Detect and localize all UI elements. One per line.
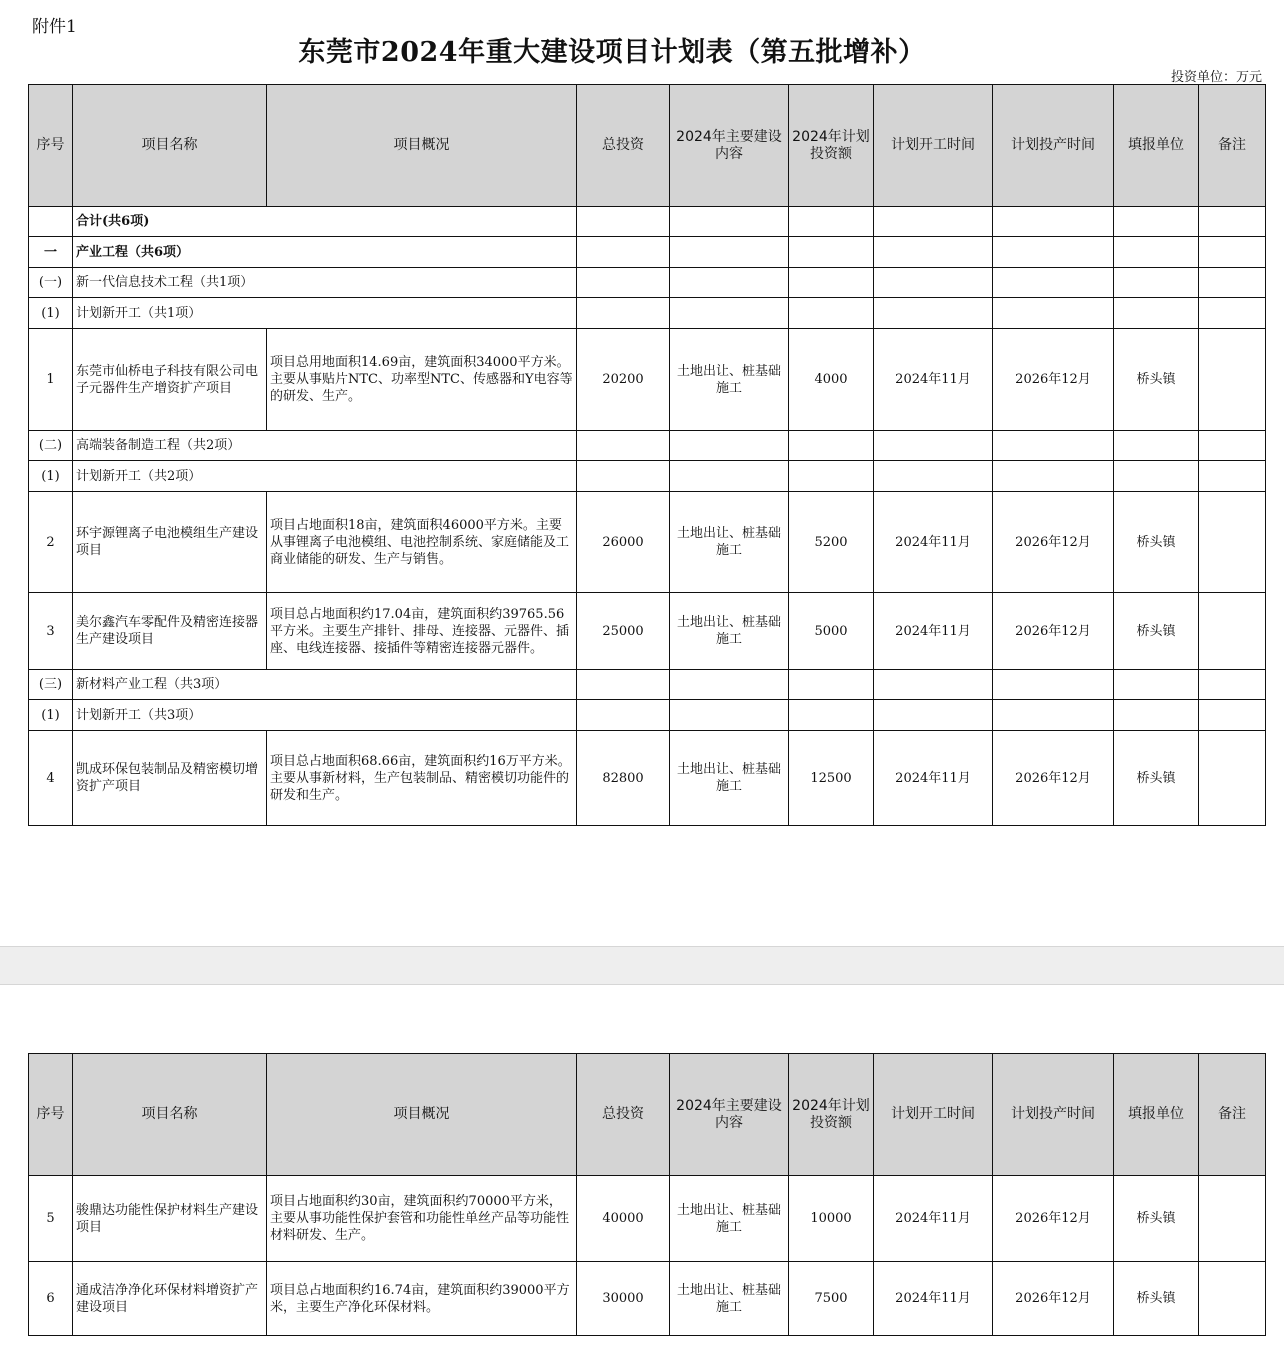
section-row (29, 237, 1266, 268)
project-total: 20200 (577, 329, 670, 431)
group-no: (三) (29, 670, 73, 700)
project-name: 骏鼎达功能性保护材料生产建设项目 (73, 1176, 267, 1262)
group-row (29, 670, 1266, 700)
project-unit: 桥头镇 (1114, 731, 1199, 826)
project-start: 2024年11月 (874, 593, 993, 670)
project-row (29, 731, 1266, 826)
project-plan: 12500 (789, 731, 874, 826)
project-unit: 桥头镇 (1114, 1176, 1199, 1262)
header-plan: 2024年计划投资额 (789, 1054, 874, 1176)
project-summary: 项目总占地面积约17.04亩，建筑面积约39765.56平方米。主要生产排针、排母、连接器、元器件、插座、电线连接器、接插件等精密连接器元器件。 (267, 593, 577, 670)
project-summary: 项目总用地面积14.69亩，建筑面积34000平方米。主要从事贴片NTC、功率型NTC、传感器和Y电容等的研发、生产。 (267, 329, 577, 431)
project-name: 环宇源锂离子电池模组生产建设项目 (73, 492, 267, 593)
project-row (29, 1176, 1266, 1262)
project-no: 4 (29, 731, 73, 826)
project-note (1199, 1176, 1266, 1262)
project-unit: 桥头镇 (1114, 329, 1199, 431)
header-no: 序号 (29, 1054, 73, 1176)
project-name: 通成洁净净化环保材料增资扩产建设项目 (73, 1262, 267, 1336)
attachment-label: 附件1 (32, 17, 77, 37)
project-finish: 2026年12月 (993, 492, 1114, 593)
group-no: (一) (29, 268, 73, 298)
project-summary: 项目占地面积18亩，建筑面积46000平方米。主要从事锂离子电池模组、电池控制系统、家庭储能及工商业储能的研发、生产与销售。 (267, 492, 577, 593)
header-content: 2024年主要建设内容 (670, 1054, 789, 1176)
page-separator (0, 946, 1284, 985)
project-note (1199, 492, 1266, 593)
total-label: 合计(共6项) (73, 207, 577, 237)
group-label: 高端装备制造工程（共2项） (73, 431, 577, 461)
project-start: 2024年11月 (874, 329, 993, 431)
header-start: 计划开工时间 (874, 85, 993, 207)
project-no: 2 (29, 492, 73, 593)
header-total: 总投资 (577, 1054, 670, 1176)
project-content: 土地出让、桩基础施工 (670, 492, 789, 593)
project-start: 2024年11月 (874, 1176, 993, 1262)
subgroup-row (29, 298, 1266, 329)
subgroup-no: (1) (29, 700, 73, 731)
project-unit: 桥头镇 (1114, 1262, 1199, 1336)
page-title: 东莞市2024年重大建设项目计划表（第五批增补） (298, 37, 926, 68)
project-unit: 桥头镇 (1114, 593, 1199, 670)
header-note: 备注 (1199, 1054, 1266, 1176)
header-finish: 计划投产时间 (993, 85, 1114, 207)
header-unit: 填报单位 (1114, 85, 1199, 207)
project-name: 东莞市仙桥电子科技有限公司电子元器件生产增资扩产项目 (73, 329, 267, 431)
group-label: 新材料产业工程（共3项） (73, 670, 577, 700)
project-note (1199, 329, 1266, 431)
project-note (1199, 1262, 1266, 1336)
project-no: 3 (29, 593, 73, 670)
project-note (1199, 731, 1266, 826)
project-row (29, 1262, 1266, 1336)
header-note: 备注 (1199, 85, 1266, 207)
header-content: 2024年主要建设内容 (670, 85, 789, 207)
project-summary: 项目总占地面积68.66亩，建筑面积约16万平方米。主要从事新材料，生产包装制品、精密模切功能件的研发和生产。 (267, 731, 577, 826)
project-plan: 4000 (789, 329, 874, 431)
project-finish: 2026年12月 (993, 1176, 1114, 1262)
project-total: 26000 (577, 492, 670, 593)
group-no: (二) (29, 431, 73, 461)
project-finish: 2026年12月 (993, 329, 1114, 431)
project-row (29, 492, 1266, 593)
section-label: 产业工程（共6项） (73, 237, 577, 268)
unit-note: 投资单位：万元 (1170, 70, 1262, 85)
subgroup-label: 计划新开工（共2项） (73, 461, 577, 492)
project-plan: 7500 (789, 1262, 874, 1336)
project-total: 82800 (577, 731, 670, 826)
project-no: 1 (29, 329, 73, 431)
project-no: 6 (29, 1262, 73, 1336)
project-summary: 项目占地面积约30亩，建筑面积约70000平方米，主要从事功能性保护套管和功能性单丝产品等功能性材料研发、生产。 (267, 1176, 577, 1262)
project-plan: 10000 (789, 1176, 874, 1262)
project-name: 凯成环保包装制品及精密模切增资扩产项目 (73, 731, 267, 826)
project-content: 土地出让、桩基础施工 (670, 593, 789, 670)
header-name: 项目名称 (73, 85, 267, 207)
subgroup-no: (1) (29, 461, 73, 492)
header-unit: 填报单位 (1114, 1054, 1199, 1176)
group-row (29, 268, 1266, 298)
subgroup-label: 计划新开工（共1项） (73, 298, 577, 329)
header-start: 计划开工时间 (874, 1054, 993, 1176)
subgroup-label: 计划新开工（共3项） (73, 700, 577, 731)
project-total: 40000 (577, 1176, 670, 1262)
header-row (29, 1054, 1266, 1176)
header-summary: 项目概况 (267, 1054, 577, 1176)
project-row (29, 593, 1266, 670)
project-content: 土地出让、桩基础施工 (670, 329, 789, 431)
project-finish: 2026年12月 (993, 593, 1114, 670)
section-no: 一 (29, 237, 73, 268)
subgroup-row (29, 700, 1266, 731)
project-plan: 5200 (789, 492, 874, 593)
plan-table-page-2 (28, 1053, 1266, 1336)
project-plan: 5000 (789, 593, 874, 670)
subgroup-no: (1) (29, 298, 73, 329)
project-finish: 2026年12月 (993, 731, 1114, 826)
project-total: 25000 (577, 593, 670, 670)
group-label: 新一代信息技术工程（共1项） (73, 268, 577, 298)
subgroup-row (29, 461, 1266, 492)
project-start: 2024年11月 (874, 1262, 993, 1336)
plan-table-page-1 (28, 84, 1266, 826)
project-summary: 项目总占地面积约16.74亩，建筑面积约39000平方米，主要生产净化环保材料。 (267, 1262, 577, 1336)
header-total: 总投资 (577, 85, 670, 207)
header-summary: 项目概况 (267, 85, 577, 207)
group-row (29, 431, 1266, 461)
project-row (29, 329, 1266, 431)
project-finish: 2026年12月 (993, 1262, 1114, 1336)
header-row (29, 85, 1266, 207)
project-no: 5 (29, 1176, 73, 1262)
project-total: 30000 (577, 1262, 670, 1336)
project-content: 土地出让、桩基础施工 (670, 1176, 789, 1262)
total-row (29, 207, 1266, 237)
project-unit: 桥头镇 (1114, 492, 1199, 593)
project-start: 2024年11月 (874, 492, 993, 593)
header-finish: 计划投产时间 (993, 1054, 1114, 1176)
project-content: 土地出让、桩基础施工 (670, 1262, 789, 1336)
project-name: 美尔鑫汽车零配件及精密连接器生产建设项目 (73, 593, 267, 670)
header-name: 项目名称 (73, 1054, 267, 1176)
project-content: 土地出让、桩基础施工 (670, 731, 789, 826)
header-no: 序号 (29, 85, 73, 207)
header-plan: 2024年计划投资额 (789, 85, 874, 207)
project-start: 2024年11月 (874, 731, 993, 826)
project-note (1199, 593, 1266, 670)
